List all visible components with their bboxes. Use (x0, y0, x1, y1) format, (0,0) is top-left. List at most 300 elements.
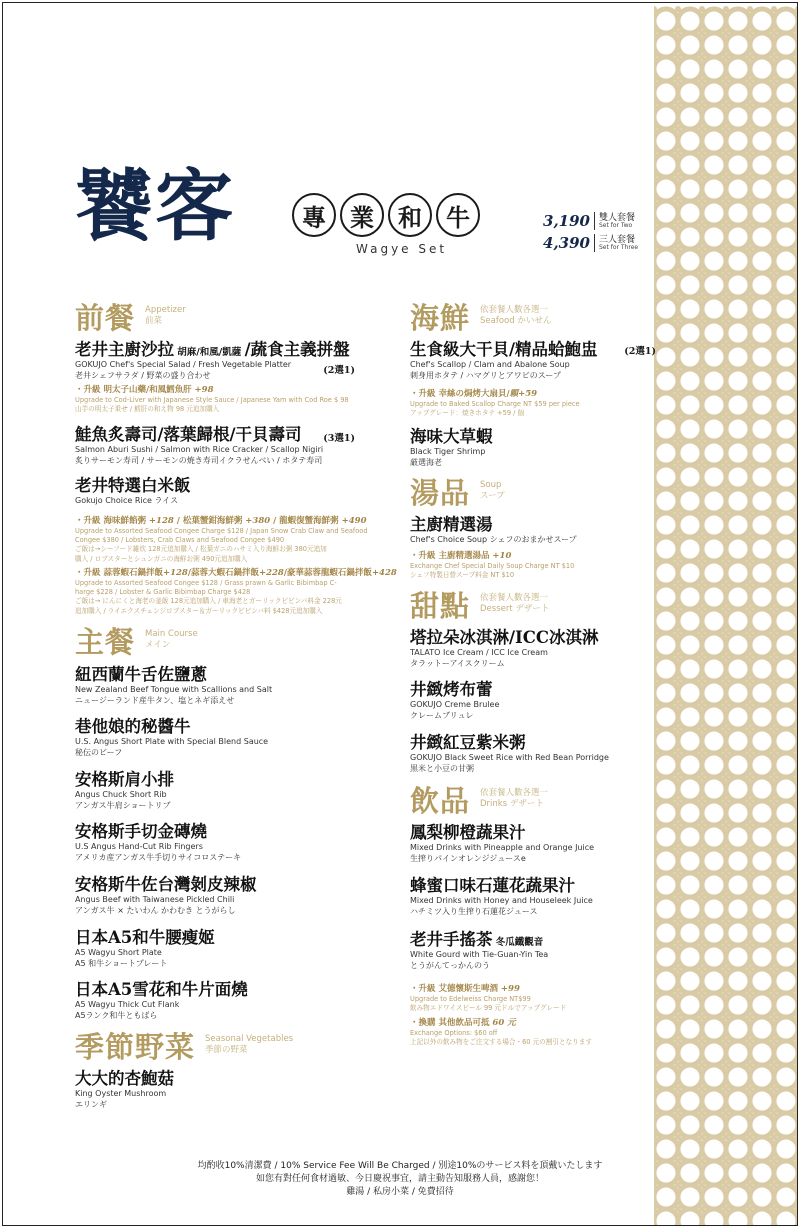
pattern-ring (678, 393, 702, 417)
pattern-ring (750, 297, 774, 321)
pattern-dot (699, 918, 705, 924)
pattern-ring (654, 153, 678, 177)
pattern-dot (771, 918, 777, 924)
decorative-pattern (654, 3, 797, 1225)
pattern-dot (699, 78, 705, 84)
pattern-ring (702, 1041, 726, 1065)
pattern-dot (699, 726, 705, 732)
pattern-ring (774, 105, 797, 129)
pattern-dot (723, 558, 729, 564)
pattern-ring (678, 177, 702, 201)
item-name-main: 老井主廚沙拉 (75, 340, 174, 359)
pattern-dot (747, 558, 753, 564)
pattern-dot (675, 54, 681, 60)
pattern-dot (747, 270, 753, 276)
item-name-en: Gokujo Choice Rice ライス (75, 495, 179, 505)
pattern-dot (699, 318, 705, 324)
item-name-en: New Zealand Beef Tongue with Scallions and Salt (75, 684, 273, 694)
pattern-dot (747, 30, 753, 36)
item-name-jp: 厳選海老 (410, 457, 442, 467)
pattern-dot (747, 990, 753, 996)
pattern-ring (774, 465, 797, 489)
pattern-dot (771, 870, 777, 876)
price-divider (594, 212, 595, 230)
pattern-dot (723, 774, 729, 780)
pattern-dot (675, 294, 681, 300)
pattern-dot (771, 366, 777, 372)
pattern-ring (702, 249, 726, 273)
pattern-ring (750, 201, 774, 225)
section-title: 湯品 (410, 476, 471, 510)
pattern-ring (750, 993, 774, 1017)
pattern-ring (654, 321, 678, 345)
pattern-ring (678, 969, 702, 993)
footer-allergy-note: 如您有對任何食材過敏、今日慶祝事宜，請主動告知服務人員，感謝您！ (255, 1174, 544, 1185)
pattern-dot (699, 1134, 705, 1140)
item-name-en: Mixed Drinks with Honey and Houseleek Juice (410, 895, 593, 905)
upgrade-line: 山芋の明太子乗せ / 鱈肝の和え物 98 元追加購入 (75, 405, 220, 414)
pattern-ring (678, 273, 702, 297)
pattern-dot (723, 150, 729, 156)
upgrade-price: +98 (191, 385, 214, 395)
pattern-dot (771, 510, 777, 516)
pattern-ring (726, 33, 750, 57)
pattern-ring (774, 753, 797, 777)
pattern-ring (726, 1017, 750, 1041)
pattern-dot (675, 630, 681, 636)
price-label (599, 214, 635, 229)
upgrade-line: ご飯は→シーフード雑炊 128元追加購入 / 松葉ガニのハサミ入り海鮮お粥 380元追加 (75, 545, 327, 554)
pattern-ring (726, 345, 750, 369)
pattern-ring (654, 489, 678, 513)
pattern-dot (771, 558, 777, 564)
pattern-dot (747, 822, 753, 828)
pattern-ring (654, 561, 678, 585)
pattern-ring (654, 585, 678, 609)
pattern-dot (723, 1134, 729, 1140)
pattern-dot (771, 318, 777, 324)
pattern-ring (726, 417, 750, 441)
pattern-dot (771, 894, 777, 900)
pattern-ring (774, 897, 797, 921)
price-label-cn: 雙人套餐 (599, 212, 636, 223)
pattern-ring (774, 1209, 797, 1225)
item-name: 安格斯手切金磚燒 (75, 822, 207, 841)
pattern-ring (726, 249, 750, 273)
pattern-dot (699, 966, 705, 972)
pattern-ring (702, 1137, 726, 1161)
pattern-ring (654, 465, 678, 489)
pattern-ring (774, 153, 797, 177)
pattern-dot (699, 654, 705, 660)
pattern-ring (678, 585, 702, 609)
pattern-dot (771, 798, 777, 804)
pattern-ring (774, 1065, 797, 1089)
menu-item (410, 930, 548, 971)
pattern-dot (771, 822, 777, 828)
upgrade-line: Exchange Options: $60 off (410, 1029, 498, 1038)
pattern-dot (747, 1038, 753, 1044)
pattern-dot (723, 126, 729, 132)
pattern-ring (678, 225, 702, 249)
pattern-dot (699, 630, 705, 636)
pattern-dot (771, 246, 777, 252)
pattern-ring (654, 753, 678, 777)
pattern-dot (699, 534, 705, 540)
item-name: 安格斯牛佐台灣剝皮辣椒 (75, 875, 257, 894)
pattern-dot (723, 510, 729, 516)
pattern-dot (675, 438, 681, 444)
pattern-ring (654, 801, 678, 825)
pattern-dot (771, 678, 777, 684)
pattern-ring (702, 1065, 726, 1089)
pattern-ring (678, 753, 702, 777)
pattern-ring (654, 609, 678, 633)
pattern-ring (702, 441, 726, 465)
pattern-ring (678, 1041, 702, 1065)
pattern-ring (654, 177, 678, 201)
pattern-ring (654, 729, 678, 753)
pattern-dot (771, 342, 777, 348)
pattern-ring (654, 273, 678, 297)
menu-item (410, 680, 499, 721)
upgrade-label: ・升級 明太子山藥/和風鱈魚肝 (75, 385, 192, 395)
pattern-dot (723, 30, 729, 36)
pattern-ring (774, 177, 797, 201)
pattern-ring (726, 273, 750, 297)
item-name: 日本A5和牛腰瘦姬 (75, 928, 215, 947)
pattern-ring (726, 441, 750, 465)
pattern-ring (654, 1041, 678, 1065)
item-name-en: TALATO Ice Cream / ICC Ice Cream (410, 647, 548, 657)
pattern-ring (774, 993, 797, 1017)
pattern-ring (774, 681, 797, 705)
pattern-ring (726, 105, 750, 129)
pattern-ring (678, 297, 702, 321)
pattern-dot (747, 342, 753, 348)
upgrade-line: アップグレード：焼きホタテ +59 / 個 (410, 409, 525, 418)
pattern-dot (747, 246, 753, 252)
pattern-dot (771, 198, 777, 204)
pattern-ring (750, 753, 774, 777)
pattern-ring (654, 249, 678, 273)
pattern-dot (771, 774, 777, 780)
pattern-ring (750, 777, 774, 801)
pattern-dot (771, 702, 777, 708)
pattern-ring (750, 369, 774, 393)
item-name-jp: タラットーアイスクリーム (410, 658, 505, 668)
pattern-ring (726, 705, 750, 729)
pattern-ring (774, 1041, 797, 1065)
pattern-ring (726, 225, 750, 249)
pattern-ring (702, 561, 726, 585)
section-subtitle-en: 依套餐人數各選一 (480, 593, 549, 603)
upgrade-option (75, 385, 349, 414)
upgrade-line: 上記以外の飲み物をご注文する場合・60 元の割引となります (410, 1038, 592, 1047)
pattern-ring (774, 849, 797, 873)
item-name (410, 930, 548, 950)
pattern-dot (771, 582, 777, 588)
pattern-dot (747, 6, 753, 12)
item-name-jp: エリンギ (75, 1099, 107, 1109)
set-subtitle: Wagye Set (356, 242, 448, 256)
pattern-ring (654, 225, 678, 249)
upgrade-option (75, 568, 397, 616)
pattern-dot (771, 438, 777, 444)
pattern-dot (675, 198, 681, 204)
pattern-dot (675, 414, 681, 420)
upgrade-line: harge $228 / Lobster & Garlic Bibimbap Charge $428 (75, 588, 251, 597)
item-name-en: Angus Chuck Short Rib (75, 789, 167, 799)
pattern-dot (723, 726, 729, 732)
price-row-three (540, 234, 638, 252)
pattern-dot (699, 558, 705, 564)
pattern-ring (702, 1017, 726, 1041)
pattern-dot (747, 702, 753, 708)
pattern-ring (726, 945, 750, 969)
pattern-ring (750, 1065, 774, 1089)
item-name: 日本A5雪花和牛片面燒 (75, 980, 248, 999)
pattern-ring (654, 369, 678, 393)
pattern-ring (654, 81, 678, 105)
menu-item (75, 1069, 174, 1110)
pattern-dot (675, 846, 681, 852)
pattern-dot (675, 654, 681, 660)
pattern-dot (699, 1086, 705, 1092)
upgrade-line: Exchange Chef Special Daily Soup Charge NT $10 (410, 562, 575, 571)
pattern-dot (699, 1038, 705, 1044)
pattern-dot (699, 30, 705, 36)
pattern-ring (750, 897, 774, 921)
pattern-ring (702, 9, 726, 33)
pattern-dot (723, 606, 729, 612)
pattern-ring (726, 153, 750, 177)
section-title: 海鮮 (410, 301, 471, 335)
pattern-dot (675, 390, 681, 396)
pattern-ring (702, 201, 726, 225)
menu-item (410, 876, 593, 917)
pattern-ring (750, 465, 774, 489)
pattern-dot (723, 750, 729, 756)
upgrade-price: +10 (489, 551, 512, 561)
pattern-ring (726, 729, 750, 753)
menu-item (75, 928, 215, 969)
pattern-dot (675, 558, 681, 564)
pattern-ring (774, 201, 797, 225)
pattern-dot (723, 318, 729, 324)
section-subtitle-en: 依套餐人數各選一 (480, 788, 549, 798)
item-name-jp: 黒米と小豆の甘粥 (410, 763, 474, 773)
pattern-dot (675, 870, 681, 876)
upgrade-line: ご飯は→ にんにくと海老の釜飯 128元追加購入 / 車海老とガーリックビビンバ料金 228元 (75, 597, 342, 606)
item-name-en: White Gourd with Tie-Guan-Yin Tea (410, 949, 549, 959)
upgrade-price: +99 (497, 984, 520, 994)
pattern-dot (675, 1086, 681, 1092)
pattern-dot (699, 822, 705, 828)
pattern-ring (678, 561, 702, 585)
upgrade-line: Upgrade to Assorted Seafood Congee Charge $128 / Japan Snow Crab Claw and Seafood (75, 527, 368, 536)
pattern-ring (678, 345, 702, 369)
footer-service-fee: 均酌收10%清潔費 / 10% Service Fee Will Be Charged / 別途10%のサービス料を頂戴いたします (197, 1161, 603, 1171)
pattern-ring (702, 873, 726, 897)
pattern-dot (675, 222, 681, 228)
item-name-en: U.S. Angus Short Plate with Special Blend Sauce (75, 736, 269, 746)
pattern-dot (675, 798, 681, 804)
pattern-dot (675, 1206, 681, 1212)
pattern-ring (774, 945, 797, 969)
upgrade-label: ・升級 主廚精選湯品 (410, 551, 490, 561)
item-name-en: Angus Beef with Taiwanese Pickled Chili (75, 894, 235, 904)
pattern-ring (726, 561, 750, 585)
item-name: 塔拉朵冰淇淋/ICC冰淇淋 (410, 628, 599, 647)
pattern-ring (654, 345, 678, 369)
pattern-ring (654, 993, 678, 1017)
item-choice-note: (3選1) (323, 433, 355, 444)
pattern-dot (723, 342, 729, 348)
pattern-ring (678, 777, 702, 801)
pattern-dot (771, 990, 777, 996)
pattern-ring (750, 249, 774, 273)
item-name-jp: クレームブリュレ (410, 710, 474, 720)
pattern-ring (654, 897, 678, 921)
pattern-dot (771, 414, 777, 420)
item-name-en: Chef's Scallop / Clam and Abalone Soup (410, 359, 570, 369)
pattern-dot (771, 1110, 777, 1116)
pattern-dot (675, 30, 681, 36)
pattern-dot (747, 390, 753, 396)
pattern-ring (702, 609, 726, 633)
upgrade-line: 購入 / ロブスターとシュンガニの海鮮お粥 490元追加購入 (75, 554, 248, 563)
pattern-dot (747, 846, 753, 852)
pattern-dot (771, 1038, 777, 1044)
pattern-ring (726, 1137, 750, 1161)
pattern-dot (771, 1134, 777, 1140)
title-circle-char: 專 (292, 193, 336, 237)
pattern-ring (774, 513, 797, 537)
upgrade-head (75, 385, 349, 396)
pattern-dot (699, 102, 705, 108)
pattern-ring (702, 177, 726, 201)
pattern-ring (774, 345, 797, 369)
pattern-ring (774, 489, 797, 513)
pattern-dot (747, 1110, 753, 1116)
pattern-ring (702, 657, 726, 681)
pattern-ring (678, 57, 702, 81)
pattern-ring (702, 585, 726, 609)
pattern-ring (750, 537, 774, 561)
pattern-ring (654, 657, 678, 681)
upgrade-option (410, 1018, 592, 1047)
upgrade-price: +228 (258, 568, 284, 578)
pattern-dot (747, 1062, 753, 1068)
pattern-ring (750, 105, 774, 129)
upgrade-head (410, 984, 566, 995)
pattern-ring (678, 633, 702, 657)
pattern-ring (774, 825, 797, 849)
pattern-ring (774, 417, 797, 441)
pattern-dot (723, 678, 729, 684)
pattern-dot (771, 6, 777, 12)
pattern-dot (723, 534, 729, 540)
pattern-ring (750, 441, 774, 465)
pattern-ring (678, 441, 702, 465)
pattern-ring (702, 129, 726, 153)
pattern-ring (774, 1137, 797, 1161)
pattern-dot (771, 390, 777, 396)
pattern-dot (771, 54, 777, 60)
pattern-ring (726, 777, 750, 801)
pattern-dot (723, 702, 729, 708)
item-name: 大大的杏鮑菇 (75, 1069, 174, 1088)
section-main-course (75, 625, 198, 659)
upgrade-label: ・升級 幸絲の焗烤大扇貝/ (410, 389, 510, 399)
pattern-ring (678, 1089, 702, 1113)
pattern-dot (699, 510, 705, 516)
menu-item (75, 717, 268, 758)
pattern-dot (699, 54, 705, 60)
pattern-ring (654, 921, 678, 945)
pattern-dot (747, 774, 753, 780)
pattern-ring (774, 321, 797, 345)
section-subtitle-en: Main Course (145, 629, 198, 639)
menu-item (75, 425, 355, 466)
pattern-ring (654, 537, 678, 561)
item-name-en: Salmon Aburi Sushi / Salmon with Rice Cracker / Scallop Nigiri (75, 444, 324, 454)
pattern-dot (771, 654, 777, 660)
pattern-dot (771, 1014, 777, 1020)
pattern-dot (723, 246, 729, 252)
pattern-ring (654, 825, 678, 849)
item-name-secondary: /蔬食主義拼盤 (244, 340, 350, 359)
pattern-ring (750, 33, 774, 57)
pattern-dot (747, 966, 753, 972)
pattern-ring (702, 537, 726, 561)
pattern-dot (723, 486, 729, 492)
pattern-ring (654, 1065, 678, 1089)
pattern-ring (774, 129, 797, 153)
pattern-ring (726, 489, 750, 513)
pattern-dot (675, 726, 681, 732)
item-name-jp: アンガス牛肩ショートリブ (75, 800, 171, 810)
pattern-ring (702, 801, 726, 825)
item-name-jp: アンガス牛 × たいわん かわむき とうがらし (75, 905, 236, 915)
pattern-ring (654, 777, 678, 801)
pattern-dot (699, 798, 705, 804)
section-seasonal-vegetables (75, 1030, 294, 1064)
menu-item (75, 770, 174, 811)
pattern-ring (750, 489, 774, 513)
pattern-ring (726, 129, 750, 153)
pattern-dot (699, 990, 705, 996)
pattern-dot (699, 582, 705, 588)
upgrade-head (75, 516, 368, 527)
pattern-ring (678, 369, 702, 393)
pattern-dot (699, 942, 705, 948)
pattern-ring (726, 585, 750, 609)
item-name-en: A5 Wagyu Short Plate (75, 947, 162, 957)
item-name-jp: 老井シェフサラダ / 野菜の盛り合わせ (75, 370, 211, 380)
pattern-dot (675, 582, 681, 588)
pattern-ring (726, 513, 750, 537)
menu-item (75, 665, 272, 706)
pattern-dot (747, 678, 753, 684)
upgrade-option (75, 516, 368, 564)
pattern-ring (654, 945, 678, 969)
pattern-ring (678, 465, 702, 489)
item-name: 蜂蜜口味石蓮花蔬果汁 (410, 876, 575, 895)
section-subtitle (205, 1034, 293, 1057)
pattern-ring (654, 417, 678, 441)
